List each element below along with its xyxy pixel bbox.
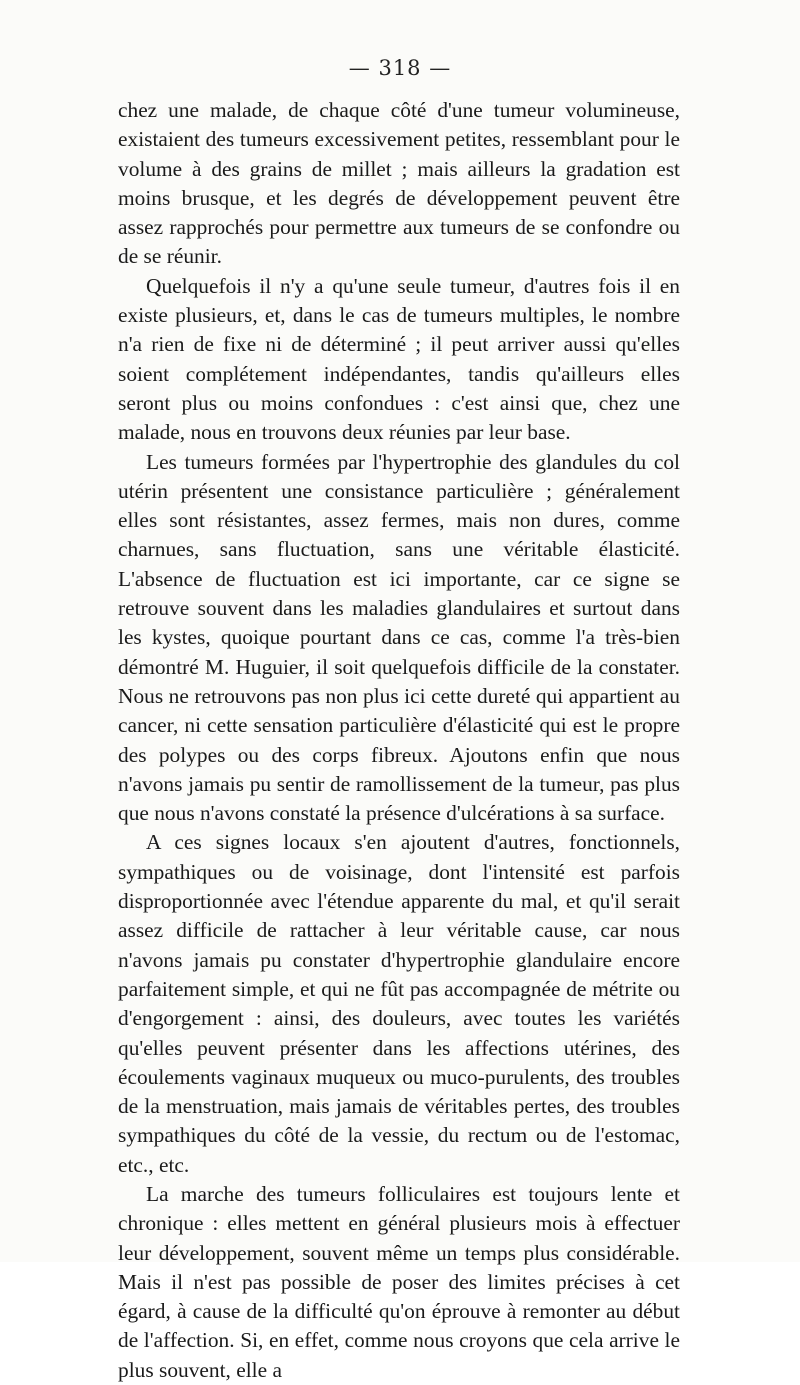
page-number: — 318 —: [348, 56, 452, 80]
paragraph: Quelquefois il n'y a qu'une seule tumeur, d'autres fois il en existe plusieurs, et, dans le cas de tumeurs multiples, le nombre n'a rien de fixe ni de déterminé ; il peut arriver aussi qu'elles soient complétement indépendantes, tandis qu'ailleurs elles seront plus ou moins confondues : c'est ainsi que, chez une malade, nous en trouvons deux réunies par leur base.: [118, 273, 680, 445]
paragraph: A ces signes locaux s'en ajoutent d'autres, fonctionnels, sympathiques ou de voisinage, dont l'intensité est parfois disproportionnée avec l'étendue apparente du mal, et qu'il serait assez difficile de rattacher à leur véritable cause, car nous n'avons jamais pu constater d'hypertrophie glandulaire encore parfaitement simple, et qui ne fût pas accompagnée de métrite ou d'engorgement : ainsi, des douleurs, avec toutes les variétés qu'elles peuvent présenter dans les affections utérines, des écoulements vaginaux muqueux ou muco-purulents, des troubles de la menstruation, mais jamais de véritables pertes, des troubles sympathiques du côté de la vessie, du rectum ou de l'estomac, etc., etc.: [118, 830, 680, 1177]
paragraph: La marche des tumeurs folliculaires est toujours lente et chronique : elles mettent en général plusieurs mois à effectuer leur développement, souvent même un temps plus considérable. Mais il n'est pas possible de poser des limites précises à cet égard, à cause de la difficulté qu'on éprouve à remonter au début de l'affection. Si, en effet, comme nous croyons que cela arrive le plus souvent, elle a: [118, 1181, 680, 1382]
paragraph: chez une malade, de chaque côté d'une tumeur volumineuse, existaient des tumeurs excessivement petites, ressemblant pour le volume à des grains de millet ; mais ailleurs la gradation est moins brusque, et les degrés de développement peuvent être assez rapprochés pour permettre aux tumeurs de se confondre ou de se réunir.: [118, 98, 680, 269]
paragraph: Les tumeurs formées par l'hypertrophie des glandules du col utérin présentent une consistance particulière ; généralement elles sont résistantes, assez fermes, mais non dures, comme charnues, sans fluctuation, sans une véritable élasticité. L'absence de fluctuation est ici importante, car ce signe se retrouve souvent dans les maladies glandulaires et surtout dans les kystes, quoique pourtant dans ce cas, comme l'a très-bien démontré M. Huguier, il soit quelquefois difficile de la constater. Nous ne retrouvons pas non plus ici cette dureté qui appartient au cancer, ni cette sensation particulière d'élasticité qui est le propre des polypes ou des corps fibreux. Ajoutons enfin que nous n'avons jamais pu sentir de ramollissement de la tumeur, pas plus que nous n'avons constaté la présence d'ulcérations à sa surface.: [118, 449, 680, 826]
body-text: [118, 96, 680, 1385]
